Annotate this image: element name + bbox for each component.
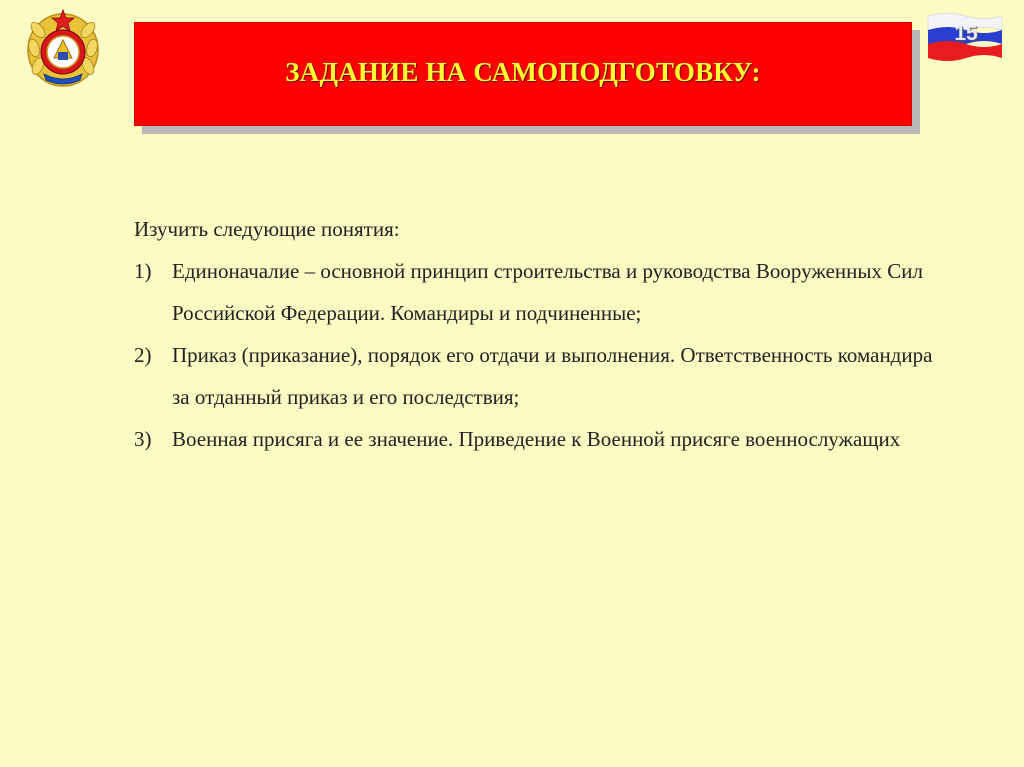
list-item bbox=[134, 250, 934, 334]
item-text: Приказ (приказание), порядок его отдачи и выполнения. Ответственность командира за отданный приказ и его последствия; bbox=[172, 343, 933, 409]
slide-number: 15 bbox=[954, 22, 978, 45]
item-text: Единоначалие – основной принцип строительства и руководства Вооруженных Сил Российской Федерации. Командиры и подчиненные; bbox=[172, 259, 923, 325]
title-banner bbox=[134, 22, 912, 126]
list-item bbox=[134, 334, 934, 418]
item-number: 1) bbox=[134, 259, 152, 283]
intro-text: Изучить следующие понятия: bbox=[134, 217, 400, 241]
list-item bbox=[134, 418, 934, 460]
item-number: 3) bbox=[134, 427, 152, 451]
item-number: 2) bbox=[134, 343, 152, 367]
flag-badge bbox=[922, 10, 1006, 68]
item-text: Военная присяга и ее значение. Приведение к Военной присяге военнослужащих bbox=[172, 427, 901, 451]
content-body bbox=[134, 208, 934, 460]
slide-title: ЗАДАНИЕ НА САМОПОДГОТОВКУ: bbox=[285, 56, 761, 87]
military-school-emblem-icon bbox=[24, 8, 102, 88]
